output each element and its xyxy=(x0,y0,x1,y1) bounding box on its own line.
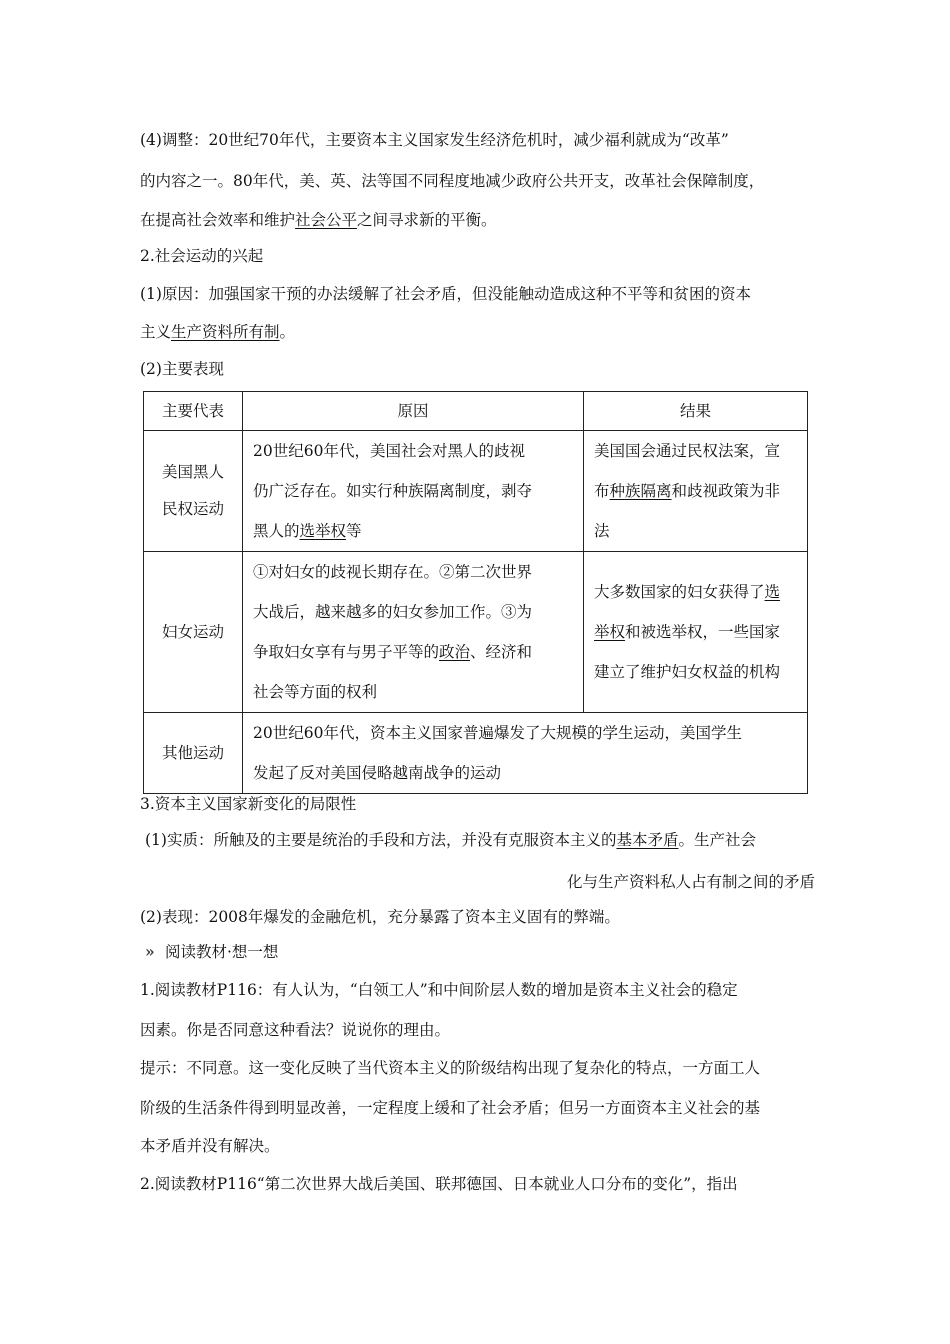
movements-table xyxy=(143,391,808,794)
table-header-cell: 原因 xyxy=(243,392,584,431)
table-header-row xyxy=(144,392,808,431)
table-cell-result: 大多数国家的妇女获得了选 举权和被选举权，一些国家 建立了维护妇女权益的机构 xyxy=(584,552,808,713)
paragraph-cause-line1: (1)原因：加强国家干预的办法缓解了社会矛盾，但没能触动造成这种不平等和贫困的资本 xyxy=(140,285,751,303)
table-cell-name: 其他运动 xyxy=(144,713,243,794)
table-cell-result: 美国国会通过民权法案，宣 布种族隔离和歧视政策为非 法 xyxy=(584,431,808,552)
subheading-main-manifestations: (2)主要表现 xyxy=(140,360,224,378)
paragraph-cause-line2: 主义生产资料所有制。 xyxy=(140,323,296,341)
table-header-cell: 结果 xyxy=(584,392,808,431)
underlined-term: 社会公平 xyxy=(295,211,358,229)
table-cell-name: 美国黑人 民权运动 xyxy=(144,431,243,552)
table-header-cell: 主要代表 xyxy=(144,392,243,431)
table-cell-name: 妇女运动 xyxy=(144,552,243,713)
paragraph-adjustment-line1: (4)调整：20世纪70年代，主要资本主义国家发生经济危机时，减少福利就成为“改革” xyxy=(140,131,729,149)
underlined-term: 基本矛盾 xyxy=(616,831,679,849)
underlined-term: 生产资料所有制 xyxy=(171,323,280,341)
paragraph-performance: (2)表现：2008年爆发的金融危机，充分暴露了资本主义固有的弊端。 xyxy=(140,908,620,926)
table-cell-merged: 20世纪60年代，资本主义国家普遍爆发了大规模的学生运动，美国学生 发起了反对美国侵略越南战争的运动 xyxy=(243,713,808,794)
underlined-term: 选举权 xyxy=(299,522,347,540)
double-chevron-icon: » xyxy=(145,942,155,961)
paragraph-nature-line1: (1)实质：所触及的主要是统治的手段和方法，并没有克服资本主义的基本矛盾。生产社会 xyxy=(145,831,756,849)
paragraph-adjustment-line2: 的内容之一。80年代，美、英、法等国不同程度地减少政府公共开支，改革社会保障制度， xyxy=(140,172,765,190)
table-row xyxy=(144,713,808,794)
table-row xyxy=(144,431,808,552)
table-cell-reason: ①对妇女的歧视长期存在。②第二次世界 大战后，越来越多的妇女参加工作。③为 争取妇女享有与男子平等的政治、经济和 社会等方面的权利 xyxy=(243,552,584,713)
paragraph-nature-line2: 化与生产资料私人占有制之间的矛盾 xyxy=(566,873,815,891)
answer1-line1: 提示：不同意。这一变化反映了当代资本主义的阶级结构出现了复杂化的特点，一方面工人 xyxy=(140,1059,761,1077)
table-cell-reason: 20世纪60年代，美国社会对黑人的歧视 仍广泛存在。如实行种族隔离制度，剥夺 黑人的选举权等 xyxy=(243,431,584,552)
underlined-term: 种族隔离 xyxy=(609,482,672,500)
underlined-term: 政治 xyxy=(439,643,471,661)
question2-line1: 2.阅读教材P116“第二次世界大战后美国、联邦德国、日本就业人口分布的变化”，指出 xyxy=(140,1175,738,1193)
answer1-line3: 本矛盾并没有解决。 xyxy=(140,1137,280,1155)
answer1-line2: 阶级的生活条件得到明显改善，一定程度上缓和了社会矛盾；但另一方面资本主义社会的基 xyxy=(140,1099,761,1117)
underlined-term: 选 xyxy=(764,583,781,601)
paragraph-adjustment-line3: 在提高社会效率和维护社会公平之间寻求新的平衡。 xyxy=(140,211,497,229)
question1-line2: 因素。你是否同意这种看法？说说你的理由。 xyxy=(140,1021,451,1039)
question1-line1: 1.阅读教材P116：有人认为，“白领工人”和中间阶层人数的增加是资本主义社会的稳定 xyxy=(140,981,738,999)
section-heading-social-movements: 2.社会运动的兴起 xyxy=(140,247,264,265)
table-row xyxy=(144,552,808,713)
reading-section-heading: » 阅读教材·想一想 xyxy=(145,942,279,961)
section-heading-limitations: 3.资本主义国家新变化的局限性 xyxy=(140,795,357,813)
underlined-term: 举权 xyxy=(594,623,626,641)
